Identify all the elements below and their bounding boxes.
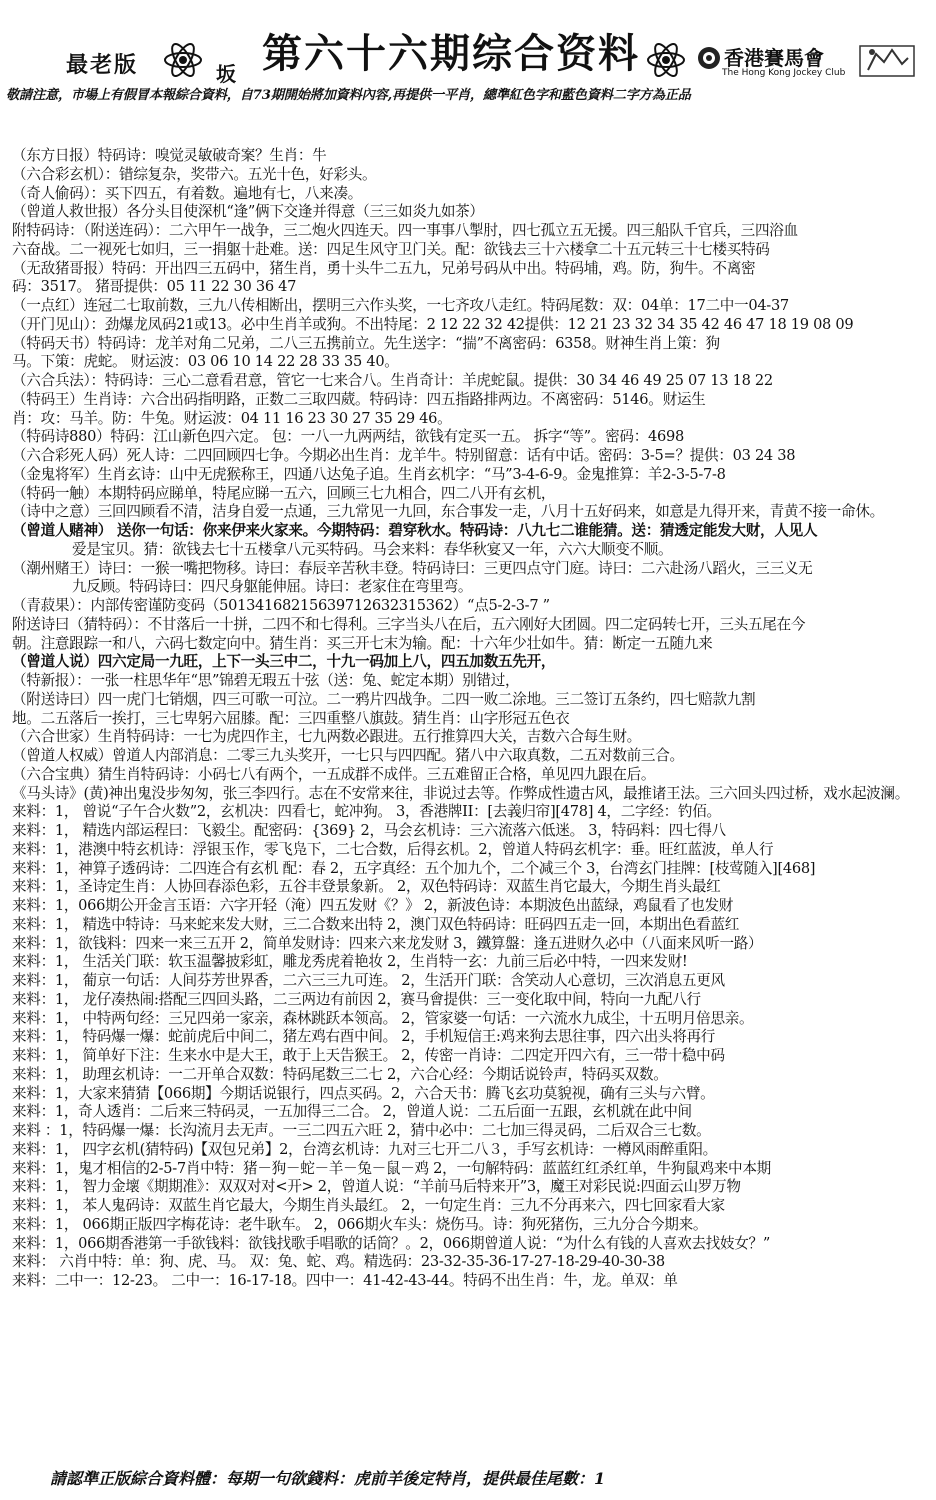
text-line: 来料：1， 龙仔凑热闹:搭配三四回头路，二三两边有前因 2，赛马會提供：三一变化取中间，特向一九配八行 bbox=[12, 990, 701, 1008]
footer-slogan: 請認準正版綜合資料體：每期一句欲錢料：虎前羊後定特肖，提供最佳尾數：1 bbox=[50, 1469, 606, 1488]
text-line: 六奋战。二一视死七如归，三一捐躯十赴难。送：四足生风守卫门关。配：欲钱去三十六楼拿二十五元转三十七楼买特码 bbox=[12, 240, 770, 258]
text-line: （特码王）生肖诗：六合出码指明路，正数二三取四葳。特码诗：四五指路排两边。不离密码：5146。财运生 bbox=[12, 390, 706, 408]
text-line: 来料：1， 生活关门联：软玉温馨披彩虹，雕龙秀虎着艳妆 2，生肖特一玄：九前三后必中特，一四来发财! bbox=[12, 953, 688, 971]
text-line: 来料：1， 葡京一句话：人间芬芳世界香，二六三三九可连。 2，生活开门联：含笑动人心意切，三次消息五更风 bbox=[12, 972, 725, 989]
text-line: 来料：1，066期公开金言玉语：六字开轻（淹）四五发财《？》 2，新波色诗：本期波色出蓝绿，鸡鼠看了也发财 bbox=[12, 897, 734, 914]
text-line: 来料：1， 助理玄机诗：一二开单合双数：特码尾数三二七 2，六合心经：今期话说铃声，特码买双数。 bbox=[12, 1065, 668, 1083]
text-line: 来料：1， 曾说“子午合火数”2，玄机决：四看七，蛇冲狗。 3，香港牌II：[去義归帘][478] 4，二字经：钓佰。 bbox=[12, 803, 721, 821]
text-line: （无敌猪哥报）特码：开出四三五码中，猪生肖，勇十头牛二五九，兄弟号码从中出。特码埔，鸡。防，狗牛。不离密 bbox=[12, 259, 756, 277]
text-line: （青菽果）：内部传密谨防变码（5013416821563971263231536​2）“点5-2-3-7 ” bbox=[12, 597, 550, 614]
text-line: 来料：1，神算子透码诗：二四连合有玄机 配：春 2，五字真经：五个加九个，二个减三个 3，台湾玄门挂牌：[枝莺随入][468] bbox=[12, 859, 816, 877]
text-line: 来料：1， 精选中特诗：马来蛇来发大财，三二合数来出特 2，澳门双色特码诗：旺码四五走一回，本期出色看蓝红 bbox=[12, 915, 740, 933]
text-line: 马。下策：虎蛇。 财运波：03 06 10 14 22 28 33 35 40。 bbox=[12, 353, 399, 371]
text-line: 来料：1， 苯人鬼码诗：双蓝生肖它最大，今期生肖头最红。 2，一句定生肖：三九不分再来六，四七回家看大家 bbox=[12, 1197, 725, 1214]
text-line: 九反顾。特码诗曰：四尺身躯能伸屈。诗曰：老家住在弯里弯。 bbox=[72, 578, 473, 596]
text-line: （特码诗880）特码：江山新色四六定。 包：一八一九两两结，欲钱有定买一五。 拆字“等”。密码：4698 bbox=[12, 428, 684, 446]
text-line: （曾道人赌神） 送你一句话：你来伊来火家来。今期特码：碧穿秋水。特码诗：八九七二谁能猜。送：猜透定能发大财，人见人 bbox=[12, 522, 818, 539]
text-line: 来料：1，欲钱料：四来一来三五开 2，简单发财诗：四来六来龙发财 3，鐵算盤：逢五进财久必中（八面来风听一路） bbox=[12, 934, 763, 952]
hkjc-emblem-icon bbox=[697, 46, 721, 70]
text-line: 附特码诗：（附送连码）：二六甲午一战争，三二炮火四连天。四一事事八掣肘，四七孤立五无援。四三船队千官兵，三四浴血 bbox=[12, 222, 798, 239]
text-line: 肖：攻：马羊。防：牛兔。财运波：04 11 16 23 30 27 35 29 46。 bbox=[12, 409, 452, 427]
text-line: （六合彩玄机）：错综复杂，奖带六。五光十色，好彩头。 bbox=[12, 165, 377, 183]
hkjc-name-en: The Hong Kong Jockey Club bbox=[722, 68, 846, 78]
horse-stamp-icon bbox=[858, 40, 916, 80]
content-body bbox=[12, 147, 928, 1291]
text-line: 来料：1， 智力金壞《期期准》：双双对对<开> 2，曾道人说：“羊前马后特来开”3，魔王对彩民说:四面云山罗万物 bbox=[12, 1178, 741, 1196]
text-line: （特码一触）本期特码应睇单，特尾应睇一五六，回顾三七九相合，四二八开有玄机， bbox=[12, 484, 556, 502]
text-line: 来料 ：1，特码爆一爆：长沟流月去无声。一三二四五六旺 2，猜中必中：二七加三得灵码，二后双合三七数。 bbox=[12, 1122, 711, 1139]
text-line: 爱是宝贝。猜：欲钱去七十五楼拿八元买特码。马会来料：春华秋宴又一年，六六大顺变不顺。 bbox=[72, 540, 673, 558]
text-line: （六合兵法）：特码诗：三心二意看君意，管它一七来合八。生肖奇计：羊虎蛇鼠。提供：30 34 46 49 25 07 13 18 22 bbox=[12, 372, 773, 389]
text-line: 附送诗曰（猜特码）：不甘落后一十拼，二四不和七得利。三字当头八在后，五六刚好大团圆。四二定码转七开，三头五尾在今 bbox=[12, 615, 806, 633]
text-line: （开门见山）：劲爆龙凤码21或13。必中生肖羊或狗。不出特尾：2 12 22 32 42提供：12 21 23 32 34 35 42 46 47 18 19 08 09 bbox=[12, 315, 854, 333]
text-line: 《马头诗》(黄)神出鬼没步匆匆，张三李四行。志在不安常来往，非说过去等。作弊成性遗古风，最推诸王法。三六回头四过桥，戏水起波澜。 bbox=[12, 784, 910, 802]
text-line: （六合宝典）猜生肖特码诗：小码七八有两个，一五成群不成伴。三五难留正合格，单见四九跟在后。 bbox=[12, 765, 656, 783]
text-line: 朝。注意跟踪一和八，六码七数定向中。猜生肖：买三开七末为输。配：十六年少壮如牛。猜：断定一五随九来 bbox=[12, 634, 713, 652]
text-line: （奇人偷码）：买下四五，有着数。遍地有七，八来凑。 bbox=[12, 184, 363, 202]
page-title: 第六十六期综合资料 bbox=[262, 31, 640, 77]
text-line: （潮州赌王）诗曰：一猴一嘴把物移。诗曰：春辰辛苦秋丰登。特码诗曰：三更四点守门庭。诗曰：二六赴汤八蹈火，三三义无 bbox=[12, 559, 813, 577]
text-line: 来料：1， 四字玄机(猜特码)【双包兄弟】2，台湾玄机诗：九对三七开二八３，手写玄机诗：一樽风雨醉重阳。 bbox=[12, 1140, 717, 1158]
atom-logo-icon bbox=[163, 40, 203, 80]
newspaper-header bbox=[0, 0, 936, 110]
text-line: 地。二五落后一挨打，三七卑躬六屈膝。配：三四重整八旗鼓。猜生肖：山字形冠五色衣 bbox=[12, 709, 570, 727]
hkjc-name-cn: 香港賽馬會 bbox=[724, 46, 824, 70]
authenticity-notice: 敬請注意，市場上有假冒本報綜合資料，自73期開始將加資料內容,再提供一平肖，總準紅色字和藍色資料二字方為正品 bbox=[6, 88, 691, 103]
text-line: 码：3517。 猪哥提供：05 11 22 30 36 47 bbox=[12, 278, 297, 296]
text-line: 来料： 六肖中特：单：狗、虎、马。 双：兔、蛇、鸡。精选码：23-32-35-36-17-27-18-29-40-30-38 bbox=[12, 1253, 665, 1271]
atom-logo-right-icon bbox=[646, 40, 686, 80]
text-line: 来料：1， 066期正版四字梅花诗：老牛耿车。 2，066期火车头：烧伤马。诗：狗死猪伤，三九分合今期来。 bbox=[12, 1215, 708, 1233]
edition-suffix: 坂 bbox=[216, 62, 236, 86]
text-line: （六合彩死人码）死人诗：二四回顾四七争。今期必出生肖：龙羊牛。特别留意：话有中话。密码：3-5=？提供：03 24 38 bbox=[12, 447, 796, 464]
text-line: 来料：1， 简单好下注：生来水中是大王，敢于上天告猴王。 2，传密一肖诗：二四定开四六有，三一带十稳中码 bbox=[12, 1047, 725, 1064]
edition-label: 最老版 bbox=[66, 52, 139, 78]
text-line: （曾道人救世报）各分头目使深机“逢”俩下交逢并得意（三三如炎九如茶） bbox=[12, 203, 484, 221]
text-line: （特码天书）特码诗：龙羊对角二兄弟，二八三五携前立。先生送字：“揣”不离密码：6358。财神生肖上策：狗 bbox=[12, 334, 720, 352]
text-line: （曾道人说）四六定局一九旺，上下一头三中二，十九一码加上八，四五加数五先开， bbox=[12, 653, 556, 671]
text-line: （金鬼将军）生肖玄诗：山中无虎猴称王，四通八达兔子追。生肖玄机字：“马”3-4-6-9。金鬼推算：羊2-3-5-7-8 bbox=[12, 465, 726, 483]
text-line: 来料：1，奇人透肖：二后来三特码灵，一五加得三二合。 2，曾道人说：二五后面一五跟，玄机就在此中间 bbox=[12, 1103, 692, 1121]
text-line: 来料：1， 中特两句经：三兄四弟一家亲，森林跳跃本领高。 2，管家婆一句话：一六流水九成尘，十五明月倍思亲。 bbox=[12, 1009, 754, 1027]
text-line: 来料：1， 精选内部运程曰：飞毅尘。配密码：{369} 2，马会玄机诗：三六流落六低迷。 3，特码料：四七得八 bbox=[12, 822, 726, 839]
text-line: 来料：1，066期香港第一手欲钱料：欲钱找歌手唱歌的话筒？。2，066期曾道人说：“为什么有钱的人喜欢去找妓女？” bbox=[12, 1234, 771, 1252]
text-line: （东方日报）特码诗：嗅觉灵敏破奇案？生肖：牛 bbox=[12, 147, 327, 164]
text-line: （特新报）：一张一柱思华年“思”锦碧无瑕五十弦（送：兔、蛇定本期）别错过， bbox=[12, 672, 520, 689]
text-line: 来料：1，港澳中特玄机诗：浮银玉作，零飞凫下，二七合数，后得玄机。2，曾道人特码玄机字：垂。旺红蓝波，单人行 bbox=[12, 840, 774, 858]
text-line: （诗中之意）三回四顾看不清，洁身自爱一点通，三九常见一九回，东合事发一走，八月十五好码来，如意是九得开来，青黄不接一命休。 bbox=[12, 503, 884, 521]
text-line: 来料：二中一：12-23。 二中一：16-17-18。四中一：41-42-43-44。特码不出生肖：牛，龙。单双：单 bbox=[12, 1272, 678, 1289]
text-line: 来料：1，圣诗定生肖：人协回春添色彩，五谷丰登景象新。 2，双色特码诗：双蓝生肖它最大，今期生肖头最红 bbox=[12, 878, 721, 896]
text-line: （曾道人权威）曾道人内部消息：二零三九头奖开，一七只与四四配。猪八中六取真数，二五对数前三合。 bbox=[12, 747, 684, 764]
text-line: 来料：1， 特码爆一爆：蛇前虎后中间二，猪左鸡右酉中间。 2，手机短信王:鸡来狗去思往事，四六出头将再行 bbox=[12, 1028, 716, 1046]
text-line: 来料：1，大家来猜猜【066期】今期话说银行，四点买码。2，六合天书：腾飞玄功莫貌视，确有三头与六臂。 bbox=[12, 1084, 715, 1102]
text-line: 来料：1，鬼才相信的2-5-7肖中特：猪－狗－蛇－羊－兔－鼠－鸡 2，一句解特码：蓝蓝红红杀红单，牛狗鼠鸡来中本期 bbox=[12, 1159, 771, 1177]
text-line: （六合世家）生肖特码诗：一七为虎四作主，七九两数必跟进。五行推算四大关，吉数六合每生财。 bbox=[12, 728, 641, 746]
text-line: （一点红）连冠二七取前数，三九八传相断出，摆明三六作头奖，一七齐攻八走红。特码尾数：双：04单：17二中一04-37 bbox=[12, 297, 789, 314]
text-line: （附送诗曰）四一虎门七销烟，四三可歌一可泣。二一鸦片四战争。二四一败二涂地。三二签订五条约，四七赔款九割 bbox=[12, 690, 756, 708]
